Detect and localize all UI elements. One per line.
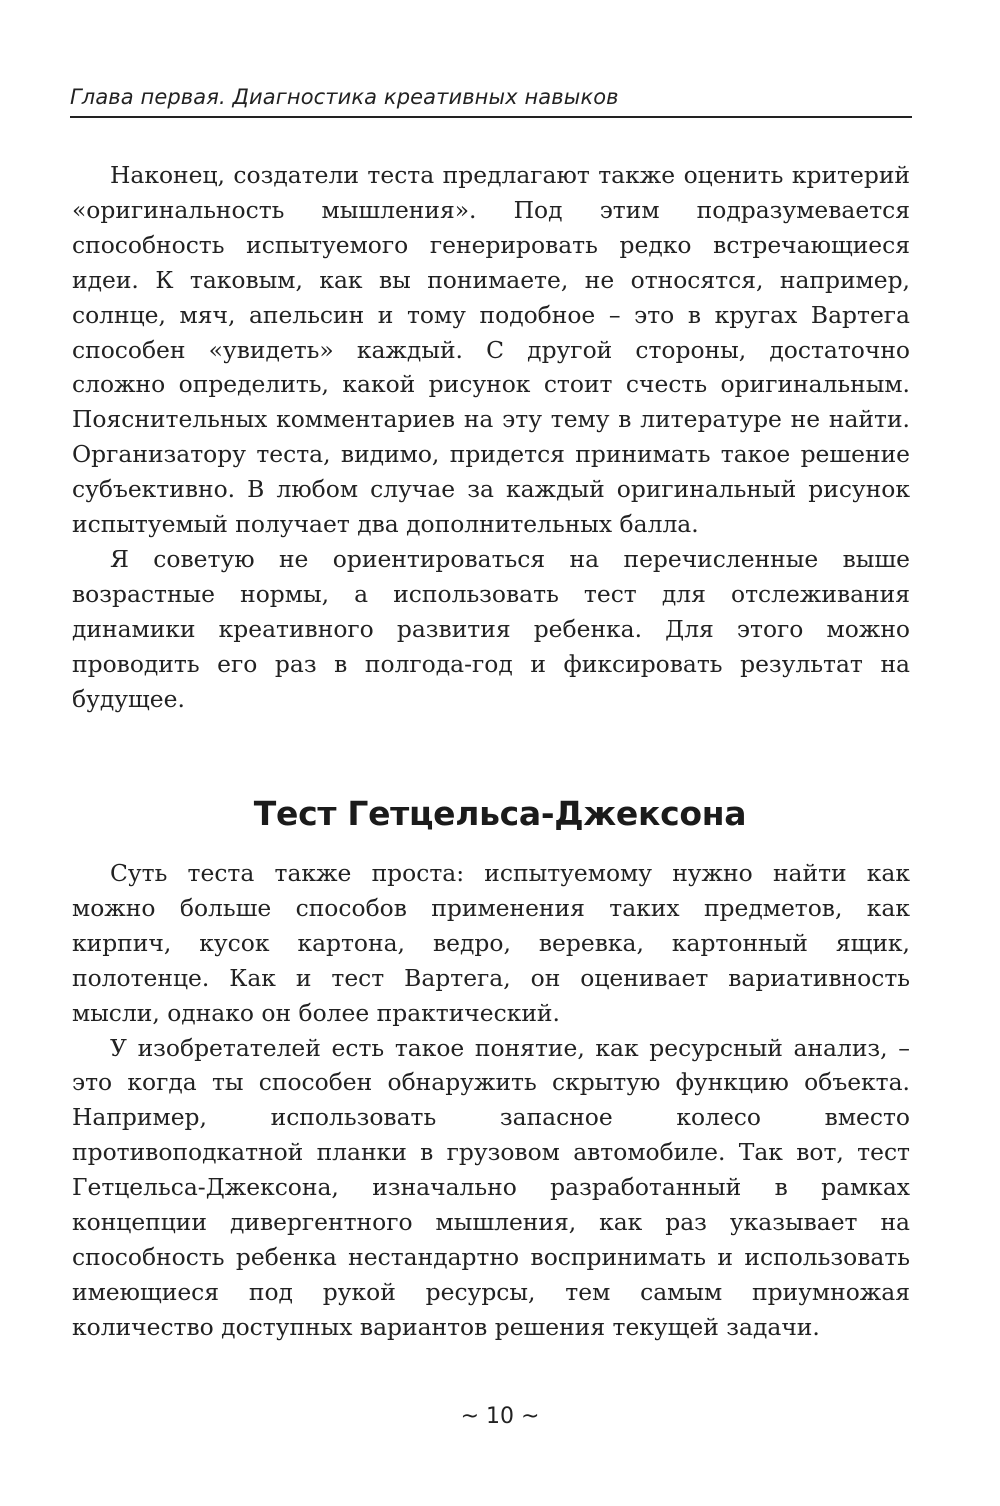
running-header: Глава первая. Диагностика креативных навыков <box>70 85 619 109</box>
section-1-body <box>72 158 910 717</box>
paragraph: Наконец, создатели теста предлагают также оценить критерий «оригинальность мышления». Под этим подразумевается способность испытуемого генерировать редко встречающиеся идеи. К таковым, как вы понимаете, не относятся, например, солнце, мяч, апельсин и тому подобное – это в кругах Вартега способен «увидеть» каждый. С другой стороны, достаточно сложно определить, какой рисунок стоит счесть оригинальным. Пояснительных комментариев на эту тему в литературе не найти. Организатору теста, видимо, придется принимать такое решение субъективно. В любом случае за каждый оригинальный рисунок испытуемый получает два дополнительных балла. <box>72 161 910 539</box>
paragraph: Я советую не ориентироваться на перечисленные выше возрастные нормы, а использовать тест для отслеживания динамики креативного развития ребенка. Для этого можно проводить его раз в полгода-год и фиксировать результат на будущее. <box>72 544 910 713</box>
paragraph: У изобретателей есть такое понятие, как ресурсный анализ, – это когда ты способен обнаружить скрытую функцию объекта. Например, использовать запасное колесо вместо противоподкатной планки в грузовом автомобиле. Так вот, тест Гетцельса-Джексона, изначально разработанный в рамках концепции дивергентного мышления, как раз указывает на способность ребенка нестандартно воспринимать и использовать имеющиеся под рукой ресурсы, тем самым приумножая количество доступных вариантов решения текущей задачи. <box>72 1033 910 1341</box>
section-title: Тест Гетцельса-Джексона <box>253 794 747 834</box>
section-2-body <box>72 856 910 1345</box>
paragraph: Суть теста также проста: испытуемому нужно найти как можно больше способов применения таких предметов, как кирпич, кусок картона, ведро, веревка, картонный ящик, полотенце. Как и тест Вартега, он оценивает вариативность мысли, однако он более практический. <box>72 859 910 1027</box>
page-number: ~ 10 ~ <box>460 1404 540 1429</box>
header-rule <box>70 116 912 118</box>
